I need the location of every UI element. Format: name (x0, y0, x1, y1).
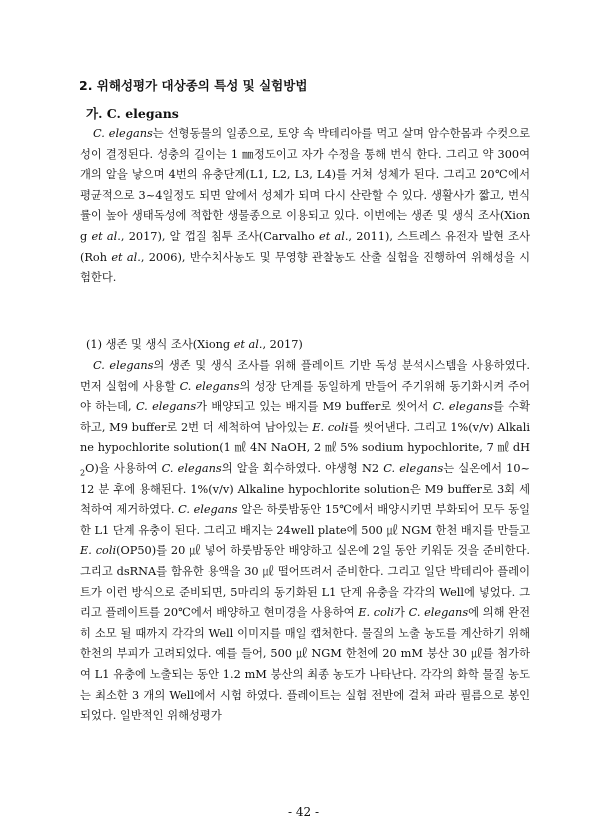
section-heading: 2. 위해성평가 대상종의 특성 및 실험방법 (79, 78, 308, 93)
method-run: C. elegans (178, 503, 238, 517)
intro-run: et al (91, 229, 118, 243)
method-run: C. elegans (383, 461, 444, 475)
method-run: 의 알을 회수하였다. 야생형 N2 (221, 461, 384, 475)
subsection-heading-text: 가. C. elegans (86, 106, 179, 121)
method-run: 는 실온에서 10~12 분 후에 용해된다. 1%(v/v) Alkaline hypochlorite solution은 M9 buffer로 3회 세척하여 제거하였다. (80, 461, 531, 517)
method-run: O)을 사용하여 (85, 461, 162, 475)
subsection-heading (86, 104, 506, 122)
method-run: 를 수확하고, M9 buffer로 2번 더 세척하여 남아있는 (80, 400, 530, 434)
method-run: 에 의해 완전히 소모 될 때까지 각각의 Well 이미지를 매일 캡처한다. 물질의 노출 농도를 계산하기 위해 한천의 부피가 고려되었다. 예를 들어, 500 ㎕ NGM 한천에 20 mM 붕산 30 ㎕를 첨가하여 L1 유충에 노출되는 동안 1.2 mM 붕산의 최종 농도가 나타난다. 각각의 화학 물질 농도는 최소한 3 개의 Well에서 시험 하였다. 플레이트는 실험 전반에 걸쳐 파라 필름으로 봉인되었다. 일반적인 위해성평가 (80, 606, 530, 723)
section-title-run: (1) 생존 및 생식 조사(Xiong (86, 338, 234, 351)
section-title-run: et al. (233, 338, 263, 351)
method-run: C. elegans (432, 400, 493, 414)
method-run: C. elegans (135, 400, 197, 414)
method-run: C. elegans (408, 606, 469, 620)
method-run: 가 배양되고 있는 배지를 M9 buffer로 씻어서 (196, 400, 433, 414)
method-run: 2 (80, 468, 86, 478)
intro-run: C. elegans (93, 127, 153, 140)
intro-run: ., 2017), 알 껍질 침투 조사(Carvalho (117, 229, 320, 243)
intro-run: et al (111, 250, 138, 264)
method-run: E. coli (358, 606, 395, 620)
method-run: E. coli (312, 420, 349, 434)
method-run: C. elegans (179, 379, 240, 393)
method-run: 의 성장 단계를 동일하게 만들어 주기위해 동기화시켜 주어야 하는데, (80, 379, 531, 414)
section-title-run: , 2017) (262, 338, 303, 351)
method-run: 알은 하룻밤동안 15℃에서 배양시키면 부화되어 모두 동일한 L1 단계 유충이 된다. 그리고 배지는 24well plate에 500 ㎕ NGM 한천 배지를 만들고 (80, 503, 531, 537)
intro-run: ., 2011), 스트레스 유전자 발현 조사 (Roh (80, 229, 530, 264)
method-run: 의 생존 및 생식 조사를 위해 플레이트 기반 독성 분석시스템을 사용하였다. 먼저 실험에 사용할 (80, 359, 530, 393)
method-paragraph (80, 356, 530, 727)
page-number: - 42 - (287, 805, 319, 819)
intro-run: 는 선형동물의 일종으로, 토양 속 박테리아를 먹고 살며 암수한몸과 수컷으로 성이 결정된다. 성충의 길이는 1 ㎜정도이고 자가 수정을 통해 번식 한다. 그리고 약 300여개의 알을 낳으며 4번의 유충단계(L1, L2, L3, L4)를 거쳐 성체가 된다. 그리고 20℃에서 평균적으로 3~4일정도 되면 알에서 성체가 되며 다시 산란할 수 있다. 생활사가 짧고, 번식률이 높아 생태독성에 적합한 생물종으로 이용되고 있다. 이번에는 생존 및 생식 조사(Xiong (80, 127, 530, 243)
intro-paragraph (80, 124, 530, 289)
method-run: C. elegans (93, 359, 154, 372)
method-section-title (86, 336, 506, 352)
intro-run: et al (319, 229, 345, 243)
intro-run: ., 2006), 반수치사농도 및 무영향 관찰농도 산출 실험을 진행하여 위해성을 시험한다. (80, 250, 530, 285)
method-run: 를 씻어낸다. 그리고 1%(v/v) Alkaline hypochlorite solution(1 ㎖ 4N NaOH, 2 ㎖ 5% sodium hypochlorite, 7 ㎖ dH (80, 420, 530, 455)
method-run: 가 (394, 606, 409, 620)
method-run: (OP50)를 20 ㎕ 넣어 하룻밤동안 배양하고 실온에 2일 동안 키워둔 것을 준비한다. 그리고 dsRNA를 함유한 용액을 30 ㎕ 떨어뜨려서 준비한다. 그리고 일단 박테리아 플레이트가 이런 방식으로 준비되면, 5마리의 동기화된 L1 단계 유충을 각각의 Well에 넣었다. 그리고 플레이트를 20℃에서 배양하고 현미경을 사용하여 (80, 544, 530, 620)
method-run: E. coli (80, 544, 117, 558)
method-run: C. elegans (161, 461, 222, 475)
